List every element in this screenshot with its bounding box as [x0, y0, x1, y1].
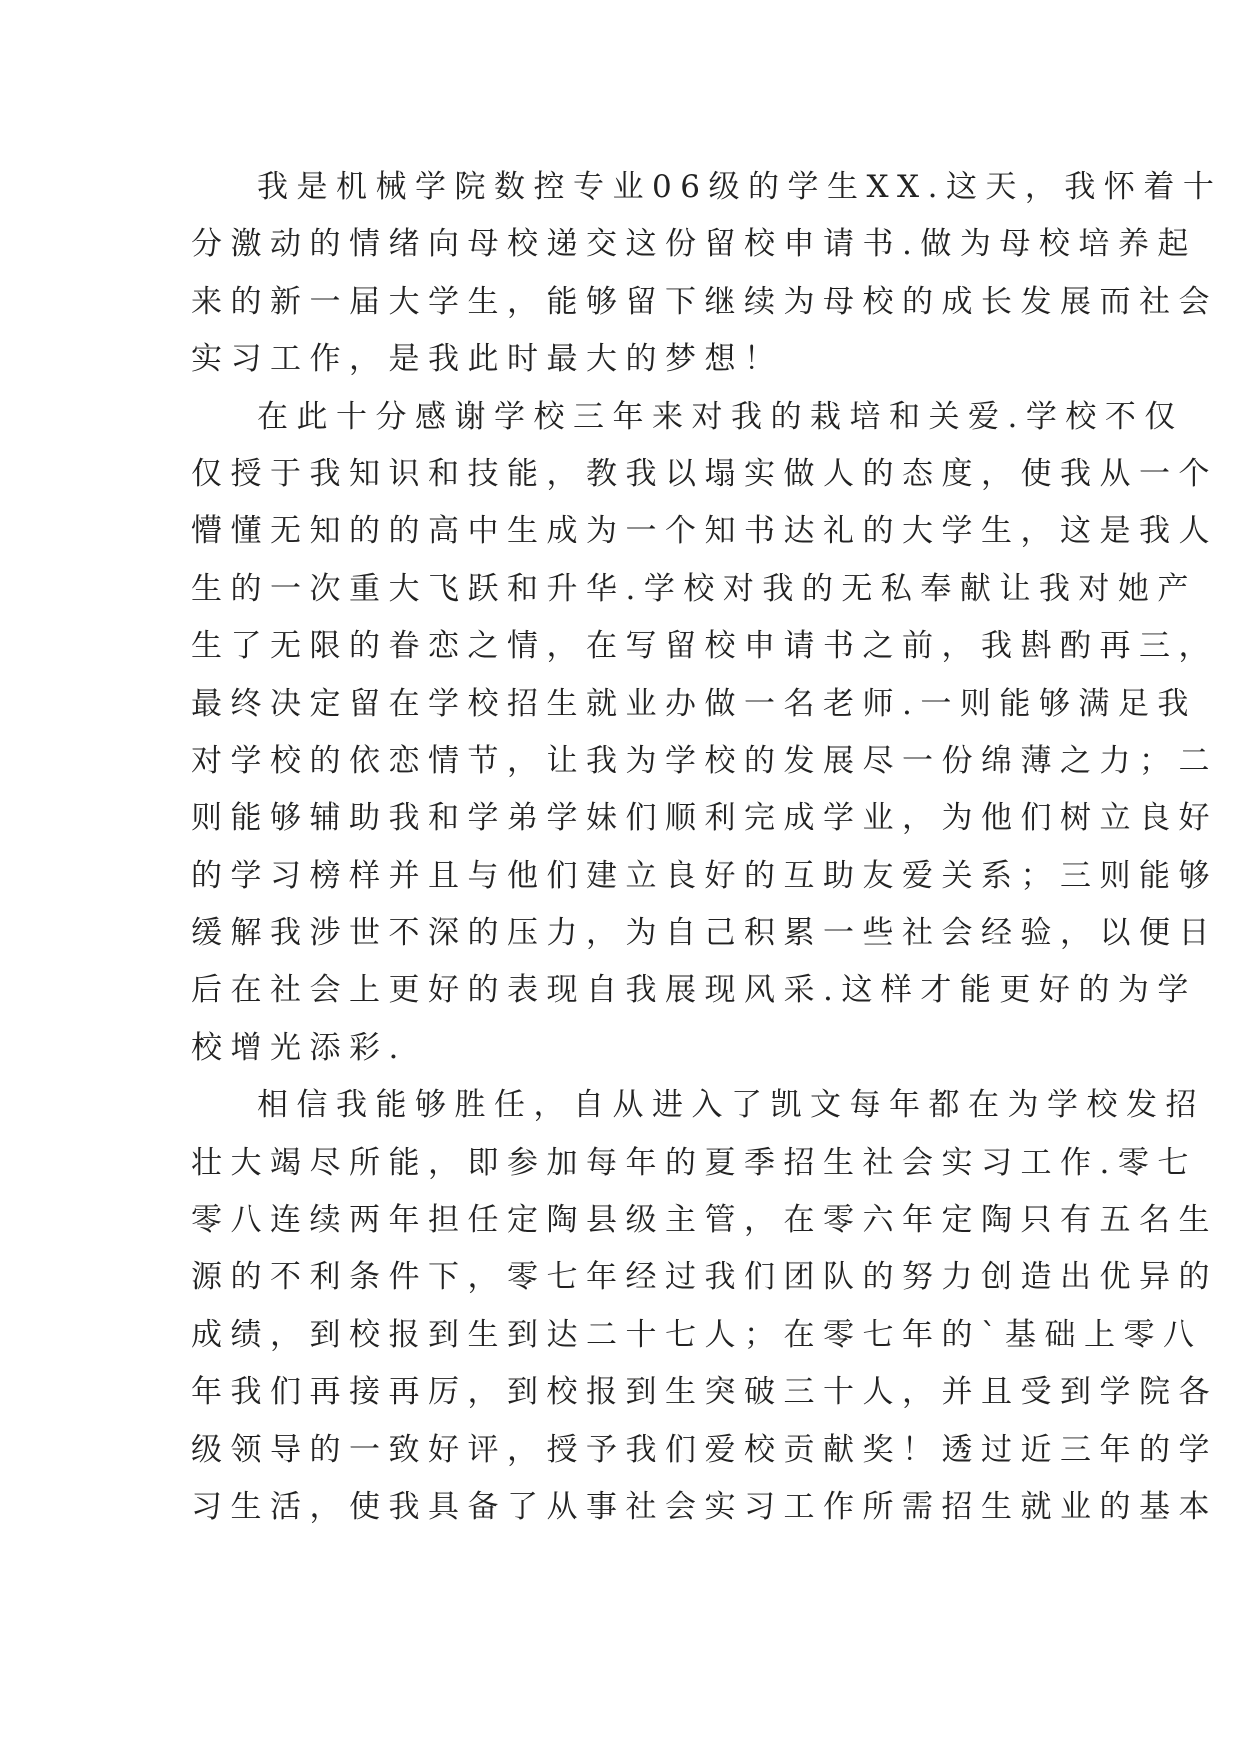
paragraph-2-line-4: 生的一次重大飞跃和升华.学校对我的无私奉献让我对她产 — [191, 570, 1197, 607]
paragraph-3-line-6: 年我们再接再厉，到校报到生突破三十人，并且受到学院各 — [191, 1374, 1218, 1411]
paragraph-3-line-4: 源的不利条件下，零七年经过我们团队的努力创造出优异的 — [191, 1259, 1218, 1296]
paragraph-1-line-3: 来的新一届大学生，能够留下继续为母校的成长发展而社会 — [191, 283, 1218, 320]
paragraph-3-line-3: 零八连续两年担任定陶县级主管，在零六年定陶只有五名生 — [191, 1202, 1218, 1239]
paragraph-1-line-1: 我是机械学院数控专业06级的学生XX.这天，我怀着十 — [257, 169, 1223, 205]
paragraph-2-line-9: 的学习榜样并且与他们建立良好的互助友爱关系；三则能够 — [191, 857, 1218, 894]
paragraph-2-line-5: 生了无限的眷恋之情，在写留校申请书之前，我斟酌再三， — [191, 628, 1218, 665]
paragraph-2-line-11: 后在社会上更好的表现自我展现风采.这样才能更好的为学 — [191, 972, 1197, 1009]
paragraph-2-line-2: 仅授于我知识和技能，教我以塌实做人的态度，使我从一个 — [191, 455, 1218, 492]
paragraph-3-line-8: 习生活，使我具备了从事社会实习工作所需招生就业的基本 — [191, 1488, 1218, 1525]
document-body — [191, 159, 1223, 1536]
paragraph-2-line-10: 缓解我涉世不深的压力，为自己积累一些社会经验，以便日 — [191, 915, 1218, 952]
paragraph-2-line-7: 对学校的依恋情节，让我为学校的发展尽一份绵薄之力；二 — [191, 742, 1218, 779]
paragraph-1-line-2: 分激动的情绪向母校递交这份留校申请书.做为母校培养起 — [191, 226, 1197, 263]
paragraph-2-line-6: 最终决定留在学校招生就业办做一名老师.一则能够满足我 — [191, 685, 1197, 722]
paragraph-3-line-7: 级领导的一致好评，授予我们爱校贡献奖！透过近三年的学 — [191, 1431, 1218, 1468]
paragraph-2-line-1: 在此十分感谢学校三年来对我的栽培和关爱.学校不仅 — [257, 398, 1184, 435]
paragraph-3-line-2: 壮大竭尽所能，即参加每年的夏季招生社会实习工作.零七 — [191, 1144, 1197, 1181]
paragraph-1-line-4: 实习工作，是我此时最大的梦想！ — [191, 341, 784, 378]
paragraph-2-line-8: 则能够辅助我和学弟学妹们顺利完成学业，为他们树立良好 — [191, 800, 1218, 837]
paragraph-2-line-12: 校增光添彩. — [191, 1029, 407, 1066]
paragraph-2-line-3: 懵懂无知的的高中生成为一个知书达礼的大学生，这是我人 — [191, 513, 1218, 550]
paragraph-3-line-1: 相信我能够胜任，自从进入了凯文每年都在为学校发招 — [257, 1087, 1205, 1124]
paragraph-3-line-5: 成绩，到校报到生到达二十七人；在零七年的`基础上零八 — [191, 1316, 1203, 1353]
